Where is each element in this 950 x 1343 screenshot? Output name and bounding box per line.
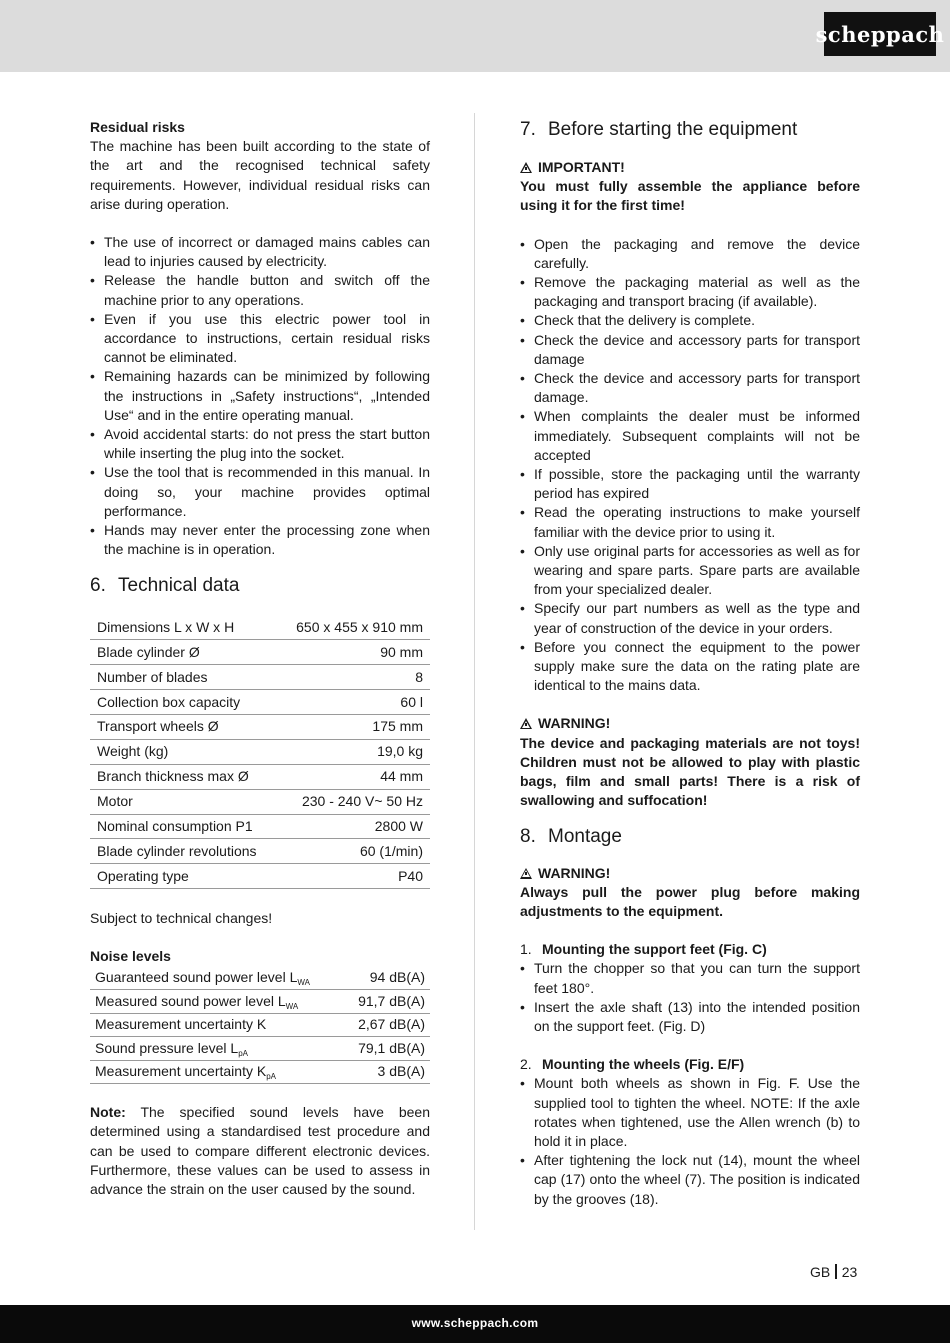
list-item: • Even if you use this electric power tool in accordance to instructions, certain residual risks cannot be eliminated. (90, 310, 430, 368)
step-support-feet-title: 1. Mounting the support feet (Fig. C) (520, 941, 767, 958)
list-item: • Remove the packaging material as well as the packaging and transport bracing (if available). (520, 273, 860, 311)
table-row: Measured sound power level $L_{WA}$ 91,7 dB(A) (90, 990, 430, 1014)
list-item: • Mount both wheels as shown in Fig. F. Use the supplied tool to tighten the wheel. NOTE: If the axle rotates when tightened, use the Allen wrench (b) to hold it in place. (520, 1074, 860, 1151)
montage-warning-label: WARNING! (520, 864, 860, 883)
list-item: • Read the operating instructions to make yourself familiar with the device prior to using it. (520, 503, 860, 541)
table-row: Collection box capacity 60 l (90, 690, 430, 715)
list-item: • Turn the chopper so that you can turn the support feet 180°. (520, 959, 860, 997)
residual-risks-list (90, 233, 430, 559)
page-number: GB 23 (810, 1264, 858, 1280)
warning-text: The device and packaging materials are not toys! Children must not be allowed to play with plastic bags, film and small parts! There is a risk of swallowing and suffocation! (520, 734, 860, 809)
list-item: • Check the device and accessory parts for transport damage. (520, 369, 860, 407)
step-wheels-title: 2. Mounting the wheels (Fig. E/F) (520, 1056, 745, 1073)
left-column (90, 118, 430, 1199)
table-row: Branch thickness max Ø 44 mm (90, 764, 430, 789)
montage-heading: 8. Montage (520, 825, 622, 847)
step-support-feet-list (520, 959, 860, 1036)
before-starting-heading: 7. Before starting the equipment (520, 119, 798, 140)
table-row: Measurement uncertainty $K_{pA}$ 3 dB(A) (90, 1060, 430, 1084)
list-item: • Check the device and accessory parts for transport damage (520, 331, 860, 369)
noise-levels-heading: Noise levels (90, 948, 171, 965)
right-column (520, 118, 860, 1209)
list-item: • Open the packaging and remove the device carefully. (520, 235, 860, 273)
table-row: Sound pressure level $L_{pA}$ 79,1 dB(A) (90, 1037, 430, 1061)
residual-risks-heading: Residual risks (90, 119, 185, 135)
technical-data-table (90, 615, 430, 889)
step-wheels-list (520, 1074, 860, 1208)
list-item: • Check that the delivery is complete. (520, 311, 860, 330)
table-row: Blade cylinder Ø 90 mm (90, 640, 430, 665)
list-item: • Release the handle button and switch off the machine prior to any operations. (90, 271, 430, 309)
table-row: Blade cylinder revolutions 60 (1/min) (90, 839, 430, 864)
noise-note: Note: The specified sound levels have been determined using a standardised test procedure and can be used to compare different electronic devices. Furthermore, these values can be used to assess in advance the strain on the user caused by the sound. (90, 1104, 430, 1197)
warning-triangle-icon (520, 162, 532, 173)
list-item: • When complaints the dealer must be informed immediately. Subsequent complaints will not be accepted (520, 407, 860, 465)
warning-label: WARNING! (520, 714, 860, 733)
list-item: • The use of incorrect or damaged mains cables can lead to injuries caused by electricity. (90, 233, 430, 271)
scheppach-logo: scheppach (824, 12, 936, 56)
list-item: • Insert the axle shaft (13) into the intended position on the support feet. (Fig. D) (520, 998, 860, 1036)
list-item: • Only use original parts for accessories as well as for wearing and spare parts. Spare parts are available from your specialized dealer. (520, 542, 860, 600)
technical-changes-note: Subject to technical changes! (90, 910, 273, 927)
column-divider (474, 113, 475, 1230)
noise-levels-table (90, 967, 430, 1085)
list-item: • If possible, store the packaging until the warranty period has expired (520, 465, 860, 503)
table-row: Measurement uncertainty K 2,67 dB(A) (90, 1013, 430, 1037)
table-row: Number of blades 8 (90, 665, 430, 690)
warning-triangle-icon (520, 718, 532, 729)
table-row: Nominal consumption P1 2800 W (90, 814, 430, 839)
table-row: Operating type P40 (90, 864, 430, 889)
table-row: Dimensions L x W x H 650 x 455 x 910 mm (90, 615, 430, 639)
footer-bar (0, 1305, 950, 1343)
list-item: • Use the tool that is recommended in this manual. In doing so, your machine provides optimal performance. (90, 463, 430, 521)
header-bar (0, 0, 950, 72)
website-link[interactable]: www.scheppach.com (411, 1316, 539, 1330)
table-row: Transport wheels Ø 175 mm (90, 715, 430, 740)
residual-risks-intro: The machine has been built according to the state of the art and the recognised technical safety requirements. However, individual residual risks can arise during operation. (90, 138, 430, 212)
table-row: Weight (kg) 19,0 kg (90, 739, 430, 764)
list-item: • After tightening the lock nut (14), mount the wheel cap (17) onto the wheel (7). The position is indicated by the grooves (18). (520, 1151, 860, 1209)
technical-data-heading: 6. Technical data (90, 575, 240, 597)
important-label: IMPORTANT! (520, 158, 860, 177)
list-item: • Before you connect the equipment to the power supply make sure the data on the rating plate are identical to the mains data. (520, 638, 860, 696)
important-text: You must fully assemble the appliance before using it for the first time! (520, 178, 860, 214)
table-row: Guaranteed sound power level $L_{WA}$ 94 dB(A) (90, 967, 430, 990)
before-starting-list (520, 235, 860, 696)
list-item: • Specify our part numbers as well as the type and year of construction of the device in your orders. (520, 599, 860, 637)
montage-warning-text: Always pull the power plug before making adjustments to the equipment. (520, 883, 860, 919)
list-item: • Hands may never enter the processing zone when the machine is in operation. (90, 521, 430, 559)
list-item: • Avoid accidental starts: do not press the start button while inserting the plug into the socket. (90, 425, 430, 463)
warning-triangle-icon (520, 868, 532, 879)
list-item: • Remaining hazards can be minimized by following the instructions in „Safety instructions“, „Intended Use“ and in the entire operating manual. (90, 367, 430, 425)
table-row: Motor 230 - 240 V~ 50 Hz (90, 789, 430, 814)
